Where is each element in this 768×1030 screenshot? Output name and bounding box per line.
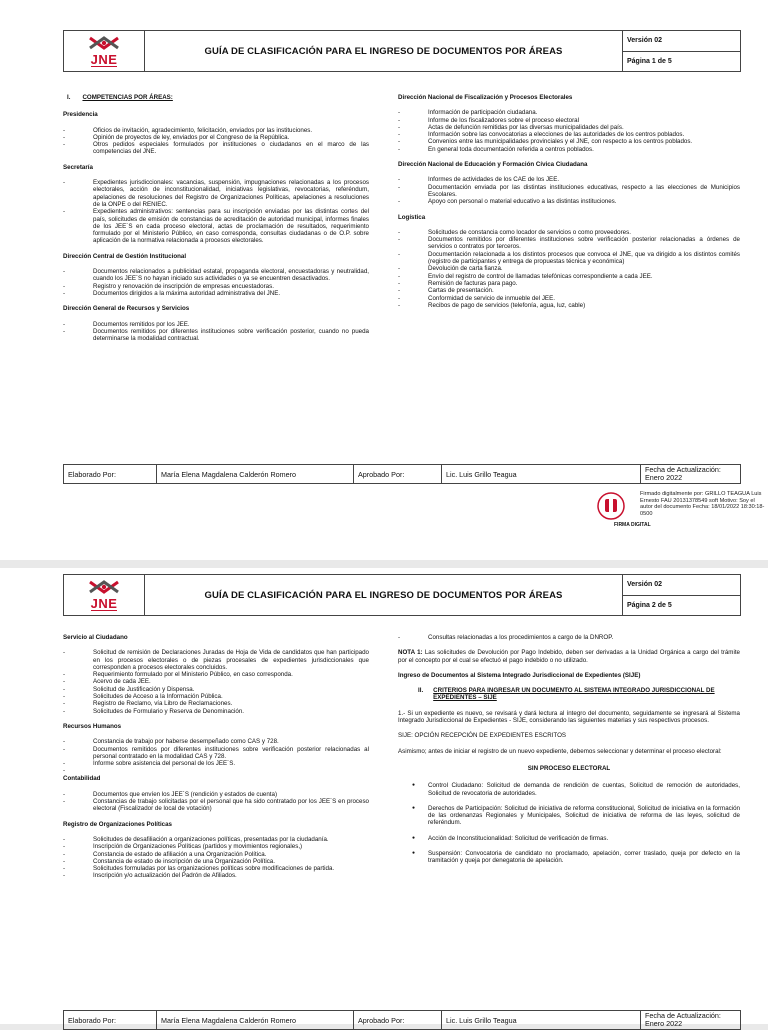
list-item: - Informe sobre asistencia del personal de los JEE´S. <box>63 760 369 767</box>
list-item: - Solicitud de remisión de Declaraciones Juradas de Hoja de Vida de candidatos que han participado en los procesos electorales o de piezas procesales de expedientes jurisdiccionales que corresponden a procesos electorales concluidos. <box>63 649 369 671</box>
version-label: Versión 02 <box>623 575 740 596</box>
list-item: - Solicitudes de Formulario y Reserva de Denominación. <box>63 708 369 715</box>
criterios-heading: II. CRITERIOS PARA INGRESAR UN DOCUMENTO AL SISTEMA INTEGRADO JURISDICCIONAL DE EXPEDIENTES – SIJE <box>418 687 715 702</box>
section-title: Recursos Humanos <box>63 722 122 730</box>
document-title: GUÍA DE CLASIFICACIÓN PARA EL INGRESO DE DOCUMENTOS POR ÁREAS <box>145 31 623 71</box>
section-title: Dirección Nacional de Fiscalización y Procesos Electorales <box>398 94 573 101</box>
section-title: Dirección Nacional de Educación y Formación Cívica Ciudadana <box>398 161 588 169</box>
list-item: - Constancia de estado de afiliación a una Organización Política. <box>63 851 369 858</box>
fecha-cell: Fecha de Actualización: Enero 2022 <box>645 465 721 482</box>
logo-text: JNE <box>90 595 118 611</box>
document-page-2 <box>0 568 768 1028</box>
jne-emblem-icon <box>84 36 124 54</box>
bullet-item: ● Derechos de Participación: Solicitud de iniciativa de reforma constitucional, Solicitud de iniciativa en la formación de las ordenanzas Regionales y Municipales, Solicitud de iniciativa de reforma de las leyes, solicitud de referéndum. <box>398 805 740 827</box>
list-item: - Registro de Reclamo, vía Libro de Reclamaciones. <box>63 700 369 707</box>
aprobado-name: Lic. Luis Grillo Teagua <box>442 465 641 483</box>
peru-seal-icon <box>596 491 626 523</box>
list-item: - Documentos remitidos por diferentes instituciones sobre verificación posterior, cuando no pueda determinarse la modalidad contractual. <box>63 328 369 343</box>
list-item: - Información de participación ciudadana. <box>398 109 740 116</box>
bullet-item: ● Suspensión: Convocatoria de candidato no proclamado, apelación, correr traslado, queja por defecto en la tramitación y queja por denegatoria de apelación. <box>398 850 740 865</box>
competencias-list-right <box>398 94 740 309</box>
list-item: - Remisión de facturas para pago. <box>398 280 740 287</box>
list-item: - Envío del registro de control de llamadas telefónicas correspondiente a cada JEE. <box>398 273 740 280</box>
list-item: - Devolución de carta fianza. <box>398 265 740 272</box>
list-item: - Cartas de presentación. <box>398 287 740 294</box>
list-item: - Expedientes jurisdiccionales: vacancias, suspensión, impugnaciones relacionadas a los procesos electorales, acción de inconstitucionalidad, iniciativas legislativas, revocatorias, referéndum, apelaciones de resoluciones del Registro de Organizaciones Políticas, apelaciones a resoluciones de la ONPE o del RENIEC. <box>63 179 369 208</box>
list-item: - Apoyo con personal o material educativo a las distintas instituciones. <box>398 198 740 205</box>
list-item: - En general toda documentación referida a centros poblados. <box>398 146 740 153</box>
list-item: - Inscripción de Organizaciones Políticas (partidos y movimientos regionales,) <box>63 843 369 850</box>
sin-proceso-heading: SIN PROCESO ELECTORAL <box>527 764 611 772</box>
list-item: - Constancias de trabajo solicitadas por el personal que ha sido contratado por los JEE´S en proceso electoral (Fiscalizador de local de votación) <box>63 798 369 813</box>
aprobado-name: Lic. Luis Grillo Teagua <box>442 1011 641 1029</box>
list-item: - Informe de los fiscalizadores sobre el proceso electoral <box>398 117 740 124</box>
section-title: Logística <box>398 213 426 221</box>
document-title: GUÍA DE CLASIFICACIÓN PARA EL INGRESO DE DOCUMENTOS POR ÁREAS <box>145 575 623 615</box>
elaborado-label: Elaborado Por: <box>64 465 157 483</box>
list-item: - Documentos remitidos por diferentes instituciones sobre verificación posterior relacionadas al personal contratado en la modalidad CAS y 728. <box>63 746 369 761</box>
section-list <box>398 109 740 153</box>
list-item: - Acervo de cada JEE. <box>63 678 369 685</box>
list-item: - Documentos dirigidos a la máxima autoridad administrativa del JNE. <box>63 290 369 297</box>
left-column <box>63 94 369 342</box>
right-column <box>398 634 740 873</box>
section-title: Registro de Organizaciones Políticas <box>63 820 173 828</box>
list-item: - Documentos remitidos por diferentes instituciones sobre verificación posterior relacionadas a órdenes de servicios o contratos por terceros. <box>398 236 740 251</box>
list-item: - Solicitud de Justificación y Dispensa. <box>63 686 369 693</box>
section-title: Servicio al Ciudadano <box>63 634 128 641</box>
list-item: - Inscripción y/o actualización del Padrón de Afiliados. <box>63 872 369 879</box>
list-item: - Registro y renovación de inscripción de empresas encuestadoras. <box>63 283 369 290</box>
sije-title: Ingreso de Documentos al Sistema Integrado Jurisdiccional de Expedientes (SIJE) <box>398 671 641 679</box>
list-item: - Documentación relacionada a los distintos procesos que convoca el JNE, que va dirigido a los distintos comités (registro de participantes y entrega de propuestas técnica y económica) <box>398 251 740 266</box>
list-item: - Documentos remitidos por los JEE. <box>63 321 369 328</box>
elaborado-name: María Elena Magdalena Calderón Romero <box>157 1011 354 1029</box>
competencias-list <box>63 111 369 342</box>
list-item: - Documentos relacionados a publicidad estatal, propaganda electoral, encuestadoras y neutralidad, cuando los JEE´S no hayan iniciado sus actividades o ya se encuentren desactivados. <box>63 268 369 283</box>
section-list <box>63 738 369 767</box>
paragraph-1: 1.- Si un expediente es nuevo, se revisará y dará lectura al íntegro del documento, seguidamente se ingresará al Sistema Integrado Jurisdiccional de Expedientes - SIJE, considerando las siguientes materias y sus respectivos procesos. <box>398 709 740 725</box>
areas-list <box>63 634 369 880</box>
bullet-item: ● Control Ciudadano: Solicitud de demanda de rendición de cuentas, Solicitud de remoción de autoridades, Solicitud de revocatoria de autoridades. <box>398 782 740 797</box>
section-list <box>63 791 369 813</box>
section-title: Secretaría <box>63 163 93 171</box>
section-heading: I. COMPETENCIAS POR ÁREAS: <box>67 94 173 101</box>
list-item: - Constancia de trabajo por haberse desempeñado como CAS y 728. <box>63 738 369 745</box>
section-title: Dirección General de Recursos y Servicios <box>63 305 190 313</box>
approval-footer <box>63 1010 741 1030</box>
section-list <box>398 229 740 309</box>
section-list <box>63 268 369 297</box>
signature-label: FIRMA DIGITAL <box>614 522 651 528</box>
list-item: - Opinión de proyectos de ley, enviados por el Congreso de la República. <box>63 134 369 141</box>
elaborado-name: María Elena Magdalena Calderón Romero <box>157 465 354 483</box>
jne-emblem-icon <box>84 580 124 598</box>
page-header <box>63 574 741 616</box>
aprobado-label: Aprobado Por: <box>354 1011 442 1029</box>
section-list <box>63 836 369 880</box>
page-number: Página 2 de 5 <box>627 601 672 609</box>
list-item: - Solicitudes formuladas por las organizaciones políticas sobre modificaciones de partida. <box>63 865 369 872</box>
list-item: - Otros pedidos especiales formulados por instituciones o ciudadanos en el marco de las competencias del JNE. <box>63 141 369 156</box>
section-list <box>63 179 369 245</box>
section-title: Contabilidad <box>63 775 101 783</box>
paragraph-3: Asimismo; antes de iniciar el registro de un nuevo expediente, debemos seleccionar y determinar el proceso electoral: <box>398 747 722 755</box>
list-item: - Recibos de pago de servicios (telefonía, agua, luz, cable) <box>398 302 740 309</box>
section-title: Dirección Central de Gestión Institucional <box>63 252 187 260</box>
jne-logo <box>64 31 145 71</box>
version-label: Versión 02 <box>623 31 740 52</box>
list-item: - Consultas relacionadas a los procedimientos a cargo de la DNROP. <box>398 634 740 641</box>
nota-paragraph: NOTA 1: Las solicitudes de Devolución por Pago Indebido, deben ser derivadas a la Unidad Orgánica a cargo del trámite por el concepto por el cual se efectuó el pago indebido o no utilizado. <box>398 649 740 664</box>
section-list <box>63 649 369 715</box>
left-column <box>63 634 369 880</box>
section-list <box>63 321 369 343</box>
page-number: Página 1 de 5 <box>627 57 672 65</box>
list-item: - Conformidad de servicio de inmueble del JEE. <box>398 295 740 302</box>
list-item: - Información sobre las convocatorias a elecciones de las autoridades de los centros poblados. <box>398 131 740 138</box>
section-list <box>398 176 740 205</box>
list-item: - Expedientes administrativos: sentencias para su inscripción enviadas por las distintas cortes del país, solicitudes de emisión de constancias de acreditación de autoridad municipal, informes finales de los JEE´S en cada proceso electoral, actas de proclamación de resultados, requerimiento formulado por el Ministerio Público, en caso corresponda, consultas ciudadanas o de O.P. sobre aplicación de la normativa relacionada a procesos electorales. <box>63 208 369 244</box>
elaborado-label: Elaborado Por: <box>64 1011 157 1029</box>
list-item: - Informes de actividades de los CAE de los JEE. <box>398 176 740 183</box>
list-item: - Oficios de invitación, agradecimiento, felicitación, enviados por las instituciones. <box>63 127 369 134</box>
list-item: - Solicitudes de desafiliación a organizaciones políticas, presentadas por la ciudadanía. <box>63 836 369 843</box>
list-item: - Solicitudes de constancia como locador de servicios o como proveedores. <box>398 229 740 236</box>
aprobado-label: Aprobado Por: <box>354 465 442 483</box>
page-header <box>63 30 741 72</box>
proceso-bullets <box>398 782 740 864</box>
signature-text: Firmado digitalmente por: GRILLO TEAGUA Luis Ernesto FAU 20131378549 soft Motivo: Soy el autor del documento Fecha: 18/01/2022 18:30:18-0500 <box>640 491 765 517</box>
jne-logo <box>64 575 145 615</box>
list-item: - Requerimiento formulado por el Ministerio Público, en caso corresponda. <box>63 671 369 678</box>
section-title: Presidencia <box>63 111 98 119</box>
list-item: - Convenios entre las municipalidades provinciales y el JNE, con respecto a los centros poblados. <box>398 138 740 145</box>
digital-signature <box>592 489 768 549</box>
list-item: - Documentos que envíen los JEE´S (rendición y estados de cuenta) <box>63 791 369 798</box>
right-column <box>398 94 740 309</box>
fecha-cell: Fecha de Actualización: Enero 2022 <box>645 1011 721 1028</box>
bullet-item: ● Acción de Inconstitucionalidad: Solicitud de verificación de firmas. <box>398 835 740 842</box>
paragraph-2: SIJE: OPCIÓN RECEPCIÓN DE EXPEDIENTES ESCRITOS <box>398 732 567 740</box>
list-item: - Solicitudes de Acceso a la Información Pública. <box>63 693 369 700</box>
list-item: - Documentación enviada por las distintas instituciones educativas, respecto a las elecciones de Municipios Escolares. <box>398 184 740 199</box>
list-item: - Constancia de estado de inscripción de una Organización Política. <box>63 858 369 865</box>
list-item: - Actas de defunción remitidas por las diversas municipalidades del país. <box>398 124 740 131</box>
approval-footer <box>63 464 741 484</box>
section-list <box>63 127 369 156</box>
logo-text: JNE <box>90 51 118 67</box>
